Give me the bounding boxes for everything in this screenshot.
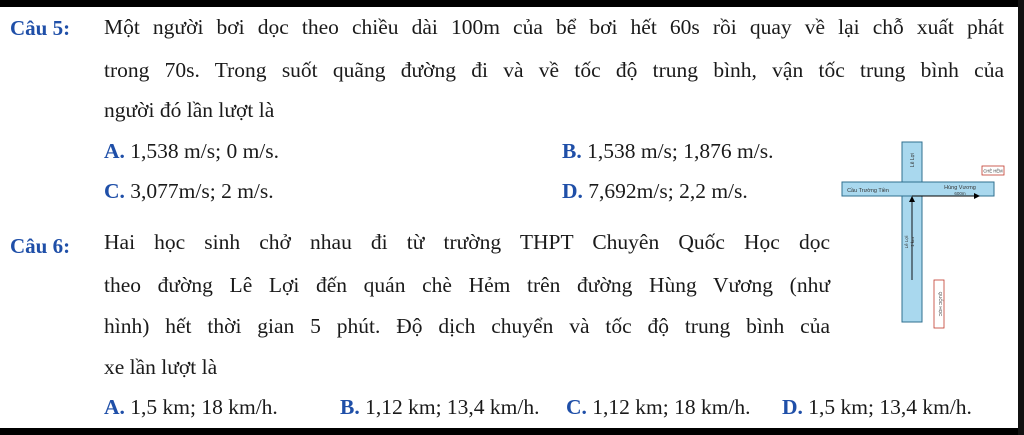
question-6-line-1: Hai học sinh chở nhau đi từ trường THPT Chuyên Quốc Học dọc (104, 230, 830, 254)
question-6-line-2: theo đường Lê Lợi đến quán chè Hẻm trên đường Hùng Vương (như (104, 273, 830, 297)
top-border (0, 0, 1024, 7)
question-5-line-2: trong 70s. Trong suốt quãng đường đi và về tốc độ trung bình, vận tốc trung bình của (104, 58, 1004, 82)
question-6-line-3: hình) hết thời gian 5 phút. Độ dịch chuyển và tốc độ trung bình của (104, 314, 830, 338)
bottom-border (0, 428, 1024, 435)
question-5-line-3: người đó lần lượt là (104, 98, 275, 122)
label-le-loi-top: Lê Lợi (910, 152, 916, 168)
label-600m: 600m (954, 191, 966, 196)
question-5-option-a (104, 139, 279, 164)
question-5-option-b (562, 139, 773, 164)
question-6-option-c (566, 395, 751, 420)
label-le-loi-mid: Lê Lợi (904, 235, 909, 249)
label-1km: 1 km (910, 237, 915, 247)
label-hung-vuong: Hùng Vương (944, 185, 976, 191)
question-5-line-1: Một người bơi dọc theo chiều dài 100m của bể bơi hết 60s rồi quay về lại chỗ xuất phát (104, 15, 1004, 39)
question-6-option-b (340, 395, 540, 420)
option-label: A. (104, 139, 125, 163)
question-6-label: Câu 6: (10, 234, 71, 258)
option-text: 1,5 km; 18 km/h. (124, 395, 278, 419)
question-6-line-4: xe lần lượt là (104, 355, 218, 379)
option-text: 1,5 km; 13,4 km/h. (802, 395, 972, 419)
intersection (903, 183, 921, 195)
question-5-option-d (562, 179, 748, 204)
question-5-option-c (104, 179, 274, 204)
option-label: C. (566, 395, 587, 419)
question-6-option-a (104, 395, 278, 420)
option-text: 7,692m/s; 2,2 m/s. (582, 179, 748, 203)
right-border (1018, 0, 1024, 435)
option-text: 1,12 km; 13,4 km/h. (359, 395, 540, 419)
option-text: 1,538 m/s; 1,876 m/s. (581, 139, 774, 163)
question-6-option-d (782, 395, 972, 420)
option-label: A. (104, 395, 125, 419)
option-text: 1,12 km; 18 km/h. (586, 395, 751, 419)
question-5-label: Câu 5: (10, 16, 71, 40)
route-map (838, 140, 1006, 330)
option-text: 1,538 m/s; 0 m/s. (124, 139, 280, 163)
option-label: D. (562, 179, 583, 203)
label-quoc-hoc: QUỐC HỌC (938, 291, 943, 317)
label-cau-truong-tien: Cầu Trường Tiền (847, 188, 889, 194)
option-label: B. (340, 395, 360, 419)
option-label: D. (782, 395, 803, 419)
option-label: C. (104, 179, 125, 203)
label-che-hem: CHÈ HẺM (983, 168, 1003, 174)
option-label: B. (562, 139, 582, 163)
option-text: 3,077m/s; 2 m/s. (124, 179, 274, 203)
